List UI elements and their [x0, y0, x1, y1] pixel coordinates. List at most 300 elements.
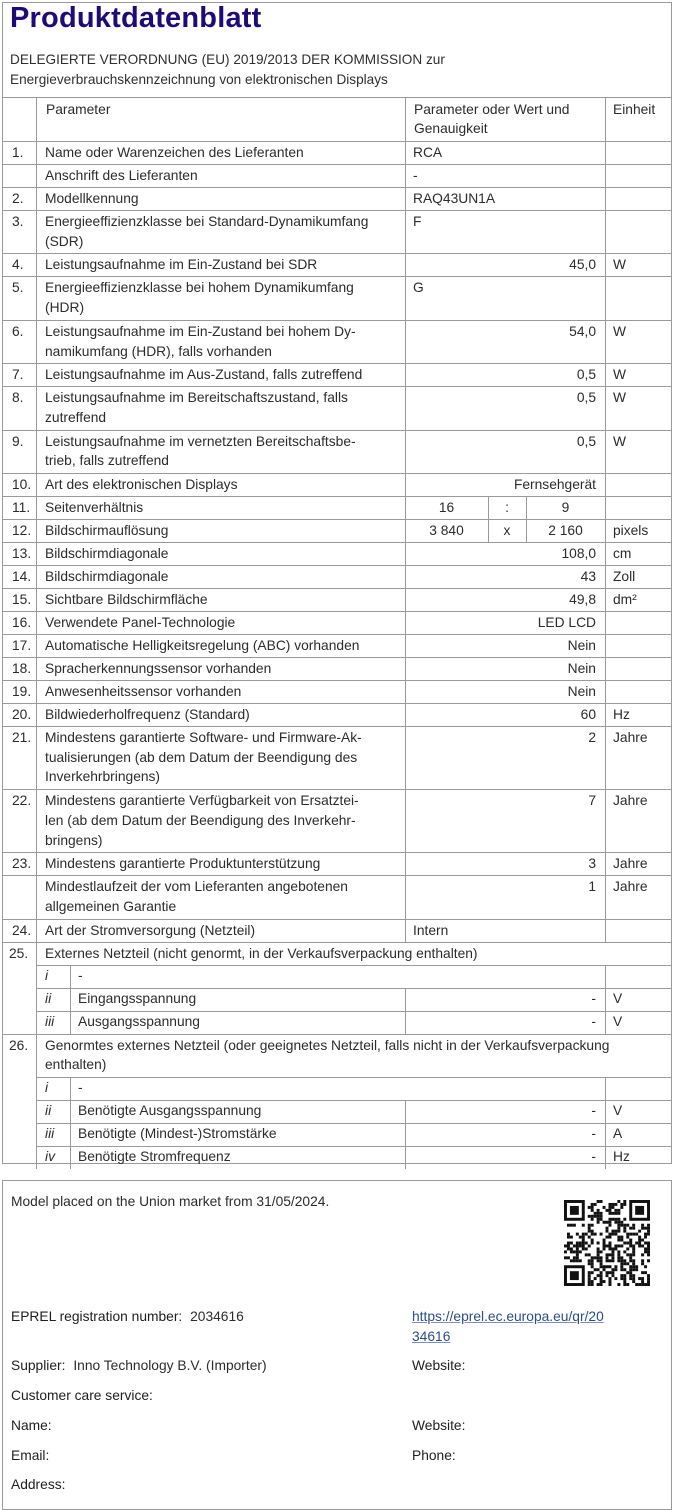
row-number: 26.	[9, 1037, 29, 1053]
qr-module	[611, 1203, 614, 1206]
qr-module	[623, 1224, 626, 1227]
qr-module	[606, 1265, 609, 1268]
column-divider	[605, 496, 606, 519]
sub-row-number: iii	[45, 1125, 55, 1141]
eprel-link-line-1[interactable]: https://eprel.ec.europa.eu/qr/20	[412, 1309, 604, 1324]
column-divider	[605, 680, 606, 703]
qr-module	[570, 1236, 573, 1239]
sub-row-unit: V	[613, 990, 623, 1006]
row-divider	[2, 363, 672, 364]
qr-module	[564, 1244, 567, 1247]
row-label: Leistungsaufnahme im Aus-Zustand, falls zutreffend	[45, 367, 363, 383]
qr-module	[629, 1271, 632, 1274]
row-label: Energieeffizienzklasse bei Standard-Dynamikumfang	[45, 214, 369, 229]
qr-module	[582, 1236, 585, 1239]
qr-module	[647, 1230, 650, 1233]
column-divider	[405, 386, 406, 429]
row-value: 108,0	[561, 546, 596, 561]
qr-module	[588, 1236, 591, 1239]
qr-module	[623, 1230, 626, 1233]
qr-module	[608, 1265, 611, 1268]
qr-module	[591, 1239, 594, 1242]
row-unit: Jahre	[613, 793, 648, 809]
row-value-b: 2 160	[548, 523, 583, 538]
qr-module	[606, 1271, 609, 1274]
qr-module	[611, 1218, 614, 1221]
qr-module	[603, 1242, 606, 1245]
qr-module	[611, 1268, 614, 1271]
qr-module	[647, 1233, 650, 1236]
row-label: trieb, falls zutreffend	[45, 453, 169, 469]
supplier-website-label: Website:	[412, 1358, 466, 1373]
qr-module	[564, 1250, 567, 1253]
qr-module	[641, 1227, 644, 1230]
row-label: (HDR)	[45, 300, 85, 316]
qr-module	[632, 1265, 635, 1268]
row-value-separator: x	[503, 523, 511, 538]
qr-module	[641, 1271, 644, 1274]
qr-module	[591, 1206, 594, 1209]
qr-module	[629, 1244, 632, 1247]
qr-module	[597, 1209, 600, 1212]
column-divider	[405, 565, 406, 588]
row-unit: pixels	[613, 523, 649, 538]
qr-module	[623, 1203, 626, 1206]
qr-module	[588, 1215, 591, 1218]
row-value: 60	[580, 707, 596, 722]
column-divider	[605, 542, 606, 565]
row-number: 2.	[12, 191, 24, 206]
column-divider	[605, 187, 606, 210]
column-divider	[36, 496, 37, 519]
column-divider	[36, 164, 37, 187]
column-divider	[405, 430, 406, 473]
column-divider	[605, 611, 606, 634]
qr-module	[582, 1244, 585, 1247]
qr-module	[626, 1247, 629, 1250]
qr-module	[617, 1283, 620, 1286]
row-divider	[2, 542, 672, 543]
row-divider	[2, 680, 672, 681]
row-value: Nein	[567, 638, 596, 653]
row-value: G	[413, 280, 424, 296]
row-label: Bildwiederholfrequenz (Standard)	[45, 707, 250, 722]
customer-care-label: Customer care service:	[11, 1388, 153, 1403]
row-label: len (ab dem Datum der Beendigung des Inverkehr-	[45, 812, 356, 828]
row-number: 4.	[12, 257, 24, 273]
column-divider	[36, 187, 37, 210]
column-divider	[605, 473, 606, 496]
qr-module	[647, 1224, 650, 1227]
qr-module	[623, 1259, 626, 1262]
column-divider	[605, 657, 606, 680]
row-value: Nein	[567, 661, 596, 676]
qr-module	[611, 1230, 614, 1233]
qr-module	[620, 1277, 623, 1280]
column-divider	[405, 588, 406, 611]
column-divider	[405, 187, 406, 210]
row-number: 12.	[12, 523, 32, 538]
row-label: (SDR)	[45, 233, 84, 249]
column-divider	[36, 320, 37, 363]
qr-module	[606, 1274, 609, 1277]
qr-module	[591, 1203, 594, 1206]
row-number: 18.	[12, 661, 32, 676]
column-divider	[70, 1123, 71, 1146]
column-divider	[605, 1077, 606, 1100]
supplier-row	[11, 1356, 267, 1376]
qr-module	[620, 1221, 623, 1224]
column-divider	[405, 611, 406, 634]
column-divider	[70, 988, 71, 1011]
qr-module	[629, 1265, 632, 1268]
qr-module	[597, 1247, 600, 1250]
eprel-link-line-2[interactable]: 34616	[412, 1329, 451, 1344]
qr-module	[567, 1256, 570, 1259]
qr-module	[576, 1247, 579, 1250]
column-divider	[605, 1011, 606, 1034]
qr-module	[632, 1227, 635, 1230]
column-divider	[36, 473, 37, 496]
qr-module	[644, 1233, 647, 1236]
qr-module	[600, 1274, 603, 1277]
column-divider	[36, 657, 37, 680]
qr-module	[608, 1259, 611, 1262]
column-divider	[36, 141, 37, 164]
column-divider	[605, 164, 606, 187]
row-label: Art des elektronischen Displays	[45, 477, 238, 492]
qr-module	[567, 1224, 570, 1227]
sub-row-unit: V	[613, 1013, 623, 1029]
qr-module	[600, 1218, 603, 1221]
row-divider	[2, 276, 672, 277]
sub-row-value: -	[591, 1102, 596, 1118]
qr-module	[594, 1203, 597, 1206]
qr-module	[641, 1259, 644, 1262]
row-label: Bildschirmdiagonale	[45, 569, 169, 584]
column-divider	[405, 164, 406, 187]
qr-module	[600, 1256, 603, 1259]
qr-module	[597, 1221, 600, 1224]
qr-module	[576, 1259, 579, 1262]
row-value-b: 9	[561, 500, 570, 515]
column-divider	[605, 588, 606, 611]
qr-module	[623, 1242, 626, 1245]
column-divider	[36, 965, 37, 988]
qr-module	[629, 1253, 632, 1256]
header-unit: Einheit	[613, 102, 656, 117]
qr-module	[611, 1259, 614, 1262]
qr-module	[611, 1206, 614, 1209]
column-divider	[405, 276, 406, 319]
column-divider	[70, 1146, 71, 1169]
qr-module	[617, 1224, 620, 1227]
qr-module	[600, 1271, 603, 1274]
qr-module	[629, 1233, 632, 1236]
row-label: Modellkennung	[45, 191, 139, 206]
subtitle-line-1: DELEGIERTE VERORDNUNG (EU) 2019/2013 DER KOMMISSION zur	[10, 52, 445, 67]
qr-module	[576, 1233, 579, 1236]
row-value: 0,5	[576, 390, 596, 406]
qr-module	[620, 1268, 623, 1271]
qr-module	[629, 1277, 632, 1280]
qr-module	[611, 1247, 614, 1250]
qr-module	[641, 1224, 644, 1227]
qr-module	[632, 1277, 635, 1280]
row-label: Sichtbare Bildschirmfläche	[45, 592, 208, 607]
qr-module	[567, 1236, 570, 1239]
row-label: zutreffend	[45, 409, 107, 425]
qr-module	[597, 1200, 600, 1203]
column-divider	[36, 210, 37, 253]
qr-module	[638, 1230, 641, 1233]
qr-module	[632, 1247, 635, 1250]
row-label: Mindestens garantierte Produktunterstützung	[45, 856, 321, 872]
qr-module	[611, 1250, 614, 1253]
qr-code-icon[interactable]	[564, 1200, 650, 1286]
row-number: 8.	[12, 390, 24, 406]
qr-module	[626, 1253, 629, 1256]
qr-module	[606, 1230, 609, 1233]
row-divider	[2, 726, 672, 727]
qr-module	[617, 1256, 620, 1259]
sub-row-unit: A	[613, 1125, 623, 1141]
sub-row-label: -	[78, 967, 83, 983]
column-divider	[36, 430, 37, 473]
row-unit: W	[613, 433, 627, 449]
row-divider	[2, 97, 672, 98]
qr-module	[632, 1262, 635, 1265]
row-divider	[2, 588, 672, 589]
qr-module	[623, 1283, 626, 1286]
qr-module	[567, 1244, 570, 1247]
row-label: Name oder Warenzeichen des Lieferanten	[45, 145, 304, 160]
column-divider	[70, 1100, 71, 1123]
qr-module	[608, 1218, 611, 1221]
column-divider	[36, 565, 37, 588]
subtitle-line-2: Energieverbrauchskennzeichnung von elektronischen Displays	[10, 72, 388, 87]
qr-module	[597, 1250, 600, 1253]
qr-module	[614, 1233, 617, 1236]
row-number: 10.	[12, 477, 32, 492]
row-number: 17.	[12, 638, 32, 653]
column-divider	[36, 1100, 37, 1123]
qr-module	[635, 1233, 638, 1236]
qr-module	[614, 1277, 617, 1280]
phone-label: Phone:	[412, 1448, 456, 1463]
eprel-link[interactable]	[412, 1307, 604, 1347]
row-label: Leistungsaufnahme im Ein-Zustand bei SDR	[45, 257, 318, 273]
column-divider	[405, 1123, 406, 1146]
column-divider	[36, 988, 37, 1011]
row-divider	[2, 187, 672, 188]
qr-module	[579, 1242, 582, 1245]
column-divider	[36, 97, 37, 141]
row-label: Inverkehrbringens)	[45, 769, 161, 785]
qr-module	[629, 1274, 632, 1277]
column-divider	[36, 919, 37, 942]
column-divider	[605, 634, 606, 657]
column-divider	[36, 1123, 37, 1146]
row-label: bringens)	[45, 832, 103, 848]
sub-row-label: Benötigte Ausgangsspannung	[78, 1102, 262, 1118]
qr-module	[608, 1253, 611, 1256]
qr-module	[611, 1271, 614, 1274]
column-divider	[405, 542, 406, 565]
supplier-value: Inno Technology B.V. (Importer)	[73, 1358, 267, 1373]
column-divider	[405, 320, 406, 363]
qr-module	[611, 1274, 614, 1277]
qr-module	[647, 1280, 650, 1283]
qr-module	[617, 1230, 620, 1233]
row-unit: Zoll	[613, 569, 636, 584]
qr-module	[606, 1259, 609, 1262]
column-divider	[405, 1100, 406, 1123]
column-divider	[526, 519, 527, 542]
regulation-subtitle	[10, 50, 445, 90]
row-divider	[2, 473, 672, 474]
qr-module	[570, 1271, 579, 1280]
qr-module	[626, 1233, 629, 1236]
row-label: Mindestens garantierte Software- und Firmware-Ak-	[45, 730, 362, 745]
qr-module	[608, 1203, 611, 1206]
supplier-label: Supplier:	[11, 1358, 66, 1373]
column-divider	[605, 519, 606, 542]
column-divider	[405, 919, 406, 942]
row-number: 16.	[12, 615, 32, 630]
qr-module	[614, 1212, 617, 1215]
column-divider	[36, 363, 37, 386]
customer-care-website-label: Website:	[412, 1418, 466, 1433]
row-unit: W	[613, 367, 627, 383]
qr-module	[588, 1283, 591, 1286]
qr-module	[570, 1250, 573, 1253]
qr-module	[647, 1227, 650, 1230]
qr-module	[600, 1200, 603, 1203]
row-label: Bildschirmdiagonale	[45, 546, 169, 561]
qr-module	[600, 1212, 603, 1215]
row-number: 5.	[12, 280, 24, 296]
row-unit: W	[613, 390, 627, 406]
column-divider	[405, 496, 406, 519]
column-divider	[36, 703, 37, 726]
column-divider	[36, 519, 37, 542]
qr-module	[632, 1244, 635, 1247]
qr-module	[608, 1247, 611, 1250]
qr-module	[570, 1206, 579, 1215]
column-divider	[605, 386, 606, 429]
qr-module	[582, 1224, 585, 1227]
qr-module	[632, 1224, 635, 1227]
qr-module	[588, 1271, 591, 1274]
row-value: 7	[588, 793, 596, 809]
qr-module	[608, 1221, 611, 1224]
qr-module	[641, 1277, 644, 1280]
name-label: Name:	[11, 1418, 52, 1433]
qr-module	[611, 1233, 614, 1236]
qr-module	[635, 1265, 638, 1268]
qr-module	[603, 1221, 606, 1224]
qr-module	[579, 1236, 582, 1239]
column-divider	[405, 726, 406, 789]
qr-module	[635, 1206, 644, 1215]
row-value: LED LCD	[537, 615, 596, 630]
qr-module	[591, 1233, 594, 1236]
row-number: 11.	[12, 500, 31, 515]
qr-module	[617, 1244, 620, 1247]
qr-module	[626, 1242, 629, 1245]
column-divider	[488, 519, 489, 542]
qr-module	[588, 1274, 591, 1277]
qr-module	[632, 1233, 635, 1236]
qr-module	[597, 1256, 600, 1259]
sub-row-number: i	[45, 1079, 49, 1095]
qr-module	[600, 1262, 603, 1265]
row-label: Art der Stromversorgung (Netzteil)	[45, 922, 256, 938]
qr-module	[608, 1206, 611, 1209]
sub-row-number: ii	[45, 1102, 52, 1118]
qr-module	[591, 1271, 594, 1274]
qr-module	[647, 1283, 650, 1286]
qr-module	[629, 1268, 632, 1271]
qr-module	[623, 1268, 626, 1271]
header-parameter: Parameter	[46, 102, 111, 117]
qr-module	[626, 1271, 629, 1274]
column-divider	[605, 789, 606, 852]
qr-module	[629, 1239, 632, 1242]
qr-module	[641, 1253, 644, 1256]
qr-module	[620, 1256, 623, 1259]
sub-row-value: -	[591, 1013, 596, 1029]
row-value: 49,8	[569, 592, 596, 607]
column-divider	[405, 789, 406, 852]
qr-module	[570, 1259, 573, 1262]
row-label: Automatische Helligkeitsregelung (ABC) vorhanden	[45, 638, 360, 653]
row-unit: Jahre	[613, 879, 648, 895]
sub-row-label: -	[78, 1079, 83, 1095]
column-divider	[605, 726, 606, 789]
qr-module	[617, 1212, 620, 1215]
row-number: 6.	[12, 323, 24, 339]
qr-module	[644, 1250, 647, 1253]
sub-row-value: -	[591, 990, 596, 1006]
qr-module	[591, 1209, 594, 1212]
qr-module	[644, 1227, 647, 1230]
row-number: 22.	[12, 793, 32, 809]
qr-module	[629, 1242, 632, 1245]
header-value-line-1: Parameter oder Wert und	[414, 102, 570, 117]
eprel-registration	[11, 1307, 244, 1327]
row-value-separator: :	[505, 500, 509, 515]
qr-module	[611, 1212, 614, 1215]
qr-module	[635, 1283, 638, 1286]
row-divider	[2, 519, 672, 520]
row-unit: dm²	[613, 592, 637, 607]
qr-module	[629, 1227, 632, 1230]
row-label: Leistungsaufnahme im Ein-Zustand bei hohem Dy-	[45, 323, 356, 339]
qr-module	[608, 1283, 611, 1286]
row-label: Verwendete Panel-Technologie	[45, 615, 236, 630]
qr-module	[641, 1280, 644, 1283]
column-divider	[605, 430, 606, 473]
qr-module	[591, 1259, 594, 1262]
qr-module	[620, 1224, 623, 1227]
qr-module	[647, 1250, 650, 1253]
qr-module	[638, 1239, 641, 1242]
qr-module	[588, 1206, 591, 1209]
qr-module	[588, 1230, 591, 1233]
qr-module	[635, 1268, 638, 1271]
